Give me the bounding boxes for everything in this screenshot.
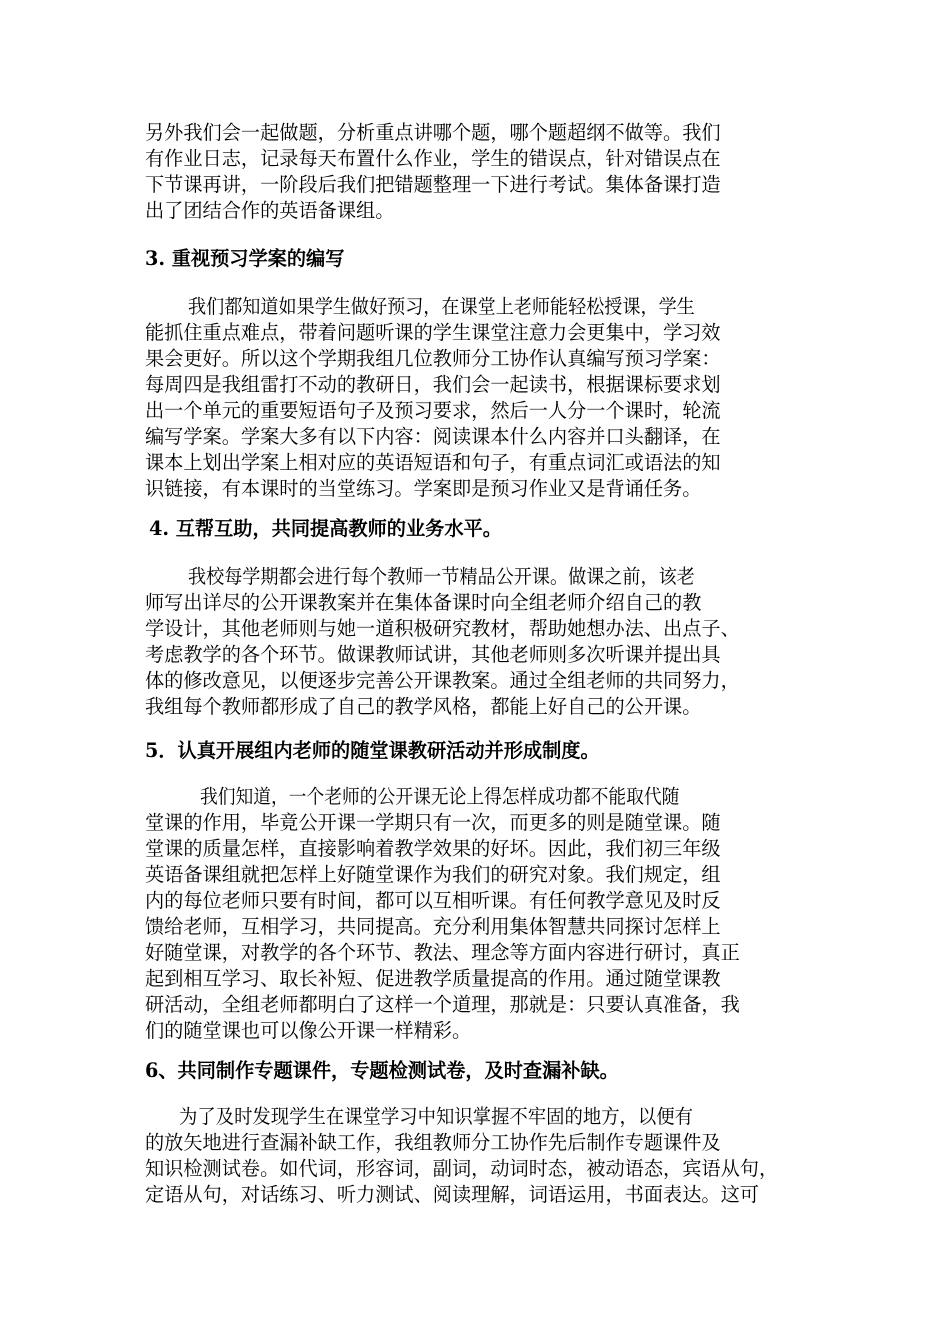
paragraph-5-line: 内的每位老师只要有时间，都可以互相听课。有任何教学意见及时反 <box>145 889 721 912</box>
paragraph-3-line: 编写学案。学案大多有以下内容：阅读课本什么内容并口头翻译，在 <box>145 425 721 448</box>
paragraph-5-line: 起到相互学习、取长补短、促进教学质量提高的作用。通过随堂课教 <box>145 967 721 990</box>
paragraph-4-line: 体的修改意见，以便逐步完善公开课教案。通过全组老师的共同努力， <box>145 669 740 692</box>
paragraph-5-line: 英语备课组就把怎样上好随堂课作为我们的研究对象。我们规定，组 <box>145 863 721 886</box>
section-heading-3: 3. 重视预习学案的编写 <box>145 247 345 270</box>
paragraph-5-line: 堂课的质量怎样，直接影响着教学效果的好坏。因此，我们初三年级 <box>145 837 721 860</box>
paragraph-1-line: 下节课再讲，一阶段后我们把错题整理一下进行考试。集体备课打造 <box>145 173 721 196</box>
paragraph-4-line: 学设计，其他老师则与她一道积极研究教材，帮助她想办法、出点子、 <box>145 617 740 640</box>
paragraph-5-line: 研活动，全组老师都明白了这样一个道理，那就是：只要认真准备，我 <box>145 993 740 1016</box>
paragraph-4-line: 我组每个教师都形成了自己的教学风格，都能上好自己的公开课。 <box>145 695 702 718</box>
paragraph-3-line: 出一个单元的重要短语句子及预习要求，然后一人分一个课时，轮流 <box>145 399 721 422</box>
paragraph-4-line: 我校每学期都会进行每个教师一节精品公开课。做课之前，该老 <box>188 565 695 588</box>
section-heading-6: 6、共同制作专题课件，专题检测试卷，及时查漏补缺。 <box>145 1059 619 1082</box>
section-heading-5: 5．认真开展组内老师的随堂课教研活动并形成制度。 <box>145 739 600 762</box>
paragraph-6-line: 知识检测试卷。如代词，形容词，副词，动词时态，被动语态，宾语从句， <box>145 1157 779 1180</box>
paragraph-3-line: 果会更好。所以这个学期我组几位教师分工协作认真编写预习学案： <box>145 347 721 370</box>
paragraph-5-line: 们的随堂课也可以像公开课一样精彩。 <box>145 1019 472 1042</box>
paragraph-6-line: 的放矢地进行查漏补缺工作，我组教师分工协作先后制作专题课件及 <box>145 1131 721 1154</box>
paragraph-5-line: 好随堂课，对教学的各个环节、教法、理念等方面内容进行研讨，真正 <box>145 941 740 964</box>
paragraph-5-line: 堂课的作用，毕竟公开课一学期只有一次，而更多的则是随堂课。随 <box>145 811 721 834</box>
paragraph-3-line: 每周四是我组雷打不动的教研日，我们会一起读书，根据课标要求划 <box>145 373 721 396</box>
paragraph-6-line: 定语从句，对话练习、听力测试、阅读理解，词语运用，书面表达。这可 <box>145 1183 759 1206</box>
paragraph-3-line: 能抓住重点难点，带着问题听课的学生课堂注意力会更集中，学习效 <box>145 321 721 344</box>
paragraph-3-line: 课本上划出学案上相对应的英语短语和句子，有重点词汇或语法的知 <box>145 451 721 474</box>
paragraph-5-line: 我们知道，一个老师的公开课无论上得怎样成功都不能取代随 <box>200 785 680 808</box>
paragraph-4-line: 考虑教学的各个环节。做课教师试讲，其他老师则多次听课并提出具 <box>145 643 721 666</box>
paragraph-1-line: 另外我们会一起做题，分析重点讲哪个题，哪个题超纲不做等。我们 <box>145 121 721 144</box>
paragraph-4-line: 师写出详尽的公开课教案并在集体备课时向全组老师介绍自己的教 <box>145 591 702 614</box>
paragraph-3-line: 我们都知道如果学生做好预习，在课堂上老师能轻松授课，学生 <box>188 295 695 318</box>
section-heading-4: 4. 互帮互助，共同提高教师的业务水平。 <box>149 517 502 540</box>
paragraph-6-line: 为了及时发现学生在课堂学习中知识掌握不牢固的地方，以便有 <box>179 1105 693 1128</box>
paragraph-1-line: 有作业日志，记录每天布置什么作业，学生的错误点，针对错误点在 <box>145 147 721 170</box>
paragraph-3-line: 识链接，有本课时的当堂练习。学案即是预习作业又是背诵任务。 <box>145 477 702 500</box>
paragraph-1-line: 出了团结合作的英语备课组。 <box>145 199 395 222</box>
paragraph-5-line: 馈给老师，互相学习，共同提高。充分利用集体智慧共同探讨怎样上 <box>145 915 721 938</box>
